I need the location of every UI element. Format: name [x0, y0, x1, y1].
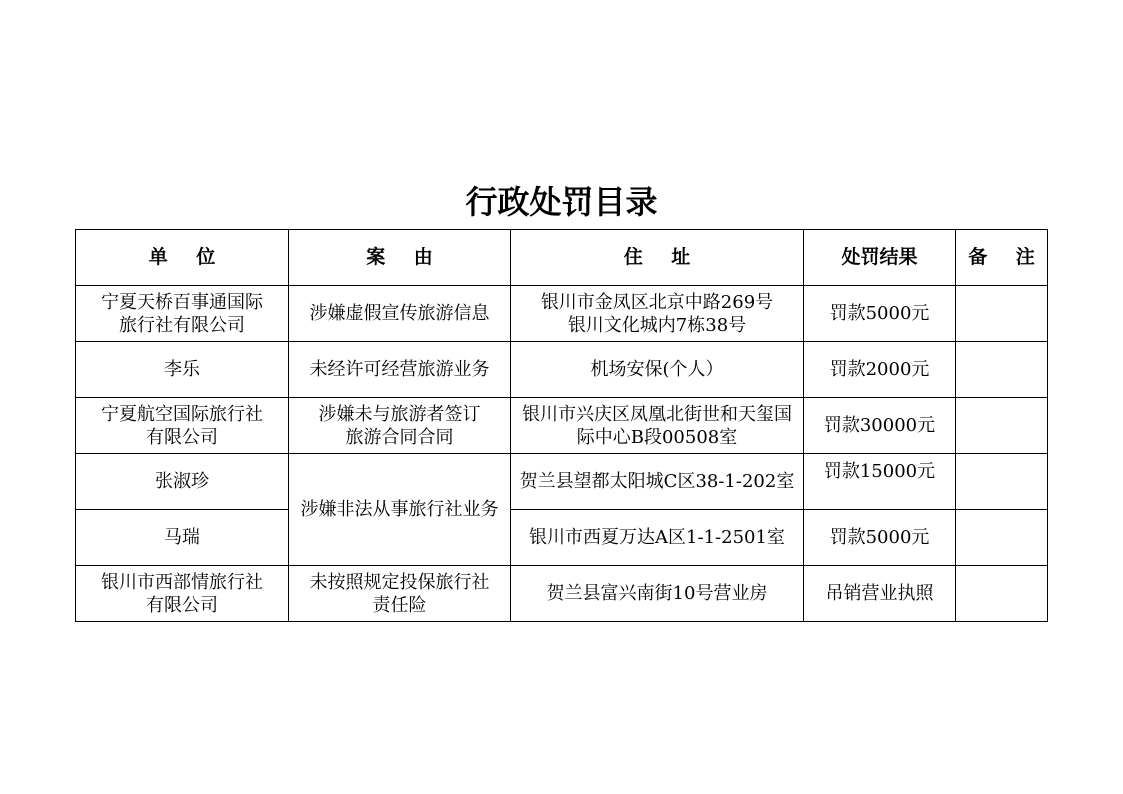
address-line: 际中心B段00508室 — [576, 426, 738, 448]
reason-line: 责任险 — [372, 594, 427, 616]
reason-line: 涉嫌非法从事旅行社业务 — [300, 499, 499, 520]
address-line: 银川市兴庆区凤凰北街世和天玺国 — [522, 403, 792, 425]
reason-cell — [289, 286, 511, 342]
reason-cell — [289, 342, 511, 398]
header-remarks: 备 注 — [956, 230, 1048, 286]
reason-line: 涉嫌未与旅游者签订 — [318, 403, 481, 425]
address-line: 贺兰县富兴南街10号营业房 — [546, 583, 768, 604]
unit-cell — [76, 510, 289, 566]
unit-cell — [76, 454, 289, 510]
unit-line: 旅行社有限公司 — [119, 314, 245, 336]
penalty-cell: 罚款15000元 — [804, 454, 956, 510]
address-cell — [511, 398, 804, 454]
header-reason: 案 由 — [289, 230, 511, 286]
remarks-cell — [956, 510, 1048, 566]
unit-line: 张淑珍 — [155, 471, 209, 492]
penalty-cell: 罚款30000元 — [804, 398, 956, 454]
penalty-cell: 吊销营业执照 — [804, 566, 956, 622]
address-line: 银川市金凤区北京中路269号 — [540, 291, 774, 313]
remarks-cell — [956, 454, 1048, 510]
address-line: 银川文化城内7栋38号 — [567, 314, 747, 336]
address-cell — [511, 510, 804, 566]
reason-cell — [289, 398, 511, 454]
reason-line: 未经许可经营旅游业务 — [309, 359, 490, 380]
remarks-cell — [956, 342, 1048, 398]
penalty-cell: 罚款5000元 — [804, 510, 956, 566]
table-row — [76, 342, 1048, 398]
header-address: 住 址 — [511, 230, 804, 286]
table-row — [76, 566, 1048, 622]
remarks-cell — [956, 398, 1048, 454]
unit-cell — [76, 342, 289, 398]
unit-cell — [76, 286, 289, 342]
reason-line: 涉嫌虚假宣传旅游信息 — [309, 303, 490, 324]
unit-line: 宁夏天桥百事通国际 — [101, 291, 263, 313]
penalty-list-table — [75, 229, 1048, 622]
address-line: 银川市西夏万达A区1-1-2501室 — [529, 527, 785, 548]
reason-cell — [289, 566, 511, 622]
unit-cell — [76, 566, 289, 622]
reason-line: 旅游合同合同 — [345, 426, 454, 448]
unit-cell — [76, 398, 289, 454]
header-unit: 单 位 — [76, 230, 289, 286]
address-cell — [511, 286, 804, 342]
reason-cell-merged — [289, 454, 511, 566]
unit-line: 有限公司 — [146, 426, 218, 448]
unit-line: 马瑞 — [164, 527, 200, 548]
remarks-cell — [956, 286, 1048, 342]
address-cell — [511, 454, 804, 510]
unit-line: 银川市西部情旅行社 — [101, 571, 263, 593]
reason-line: 未按照规定投保旅行社 — [309, 571, 490, 593]
header-penalty: 处罚结果 — [804, 230, 956, 286]
address-line: 贺兰县望都太阳城C区38-1-202室 — [519, 471, 795, 492]
table-row — [76, 398, 1048, 454]
penalty-cell: 罚款2000元 — [804, 342, 956, 398]
address-cell — [511, 566, 804, 622]
table-header-row — [76, 230, 1048, 286]
unit-line: 李乐 — [164, 359, 200, 380]
unit-line: 有限公司 — [146, 594, 218, 616]
page-title: 行政处罚目录 — [465, 183, 658, 221]
table-row — [76, 286, 1048, 342]
table-row — [76, 454, 1048, 510]
table-row — [76, 510, 1048, 566]
penalty-cell: 罚款5000元 — [804, 286, 956, 342]
address-line: 机场安保(个人） — [590, 359, 724, 380]
address-cell — [511, 342, 804, 398]
unit-line: 宁夏航空国际旅行社 — [101, 403, 263, 425]
remarks-cell — [956, 566, 1048, 622]
